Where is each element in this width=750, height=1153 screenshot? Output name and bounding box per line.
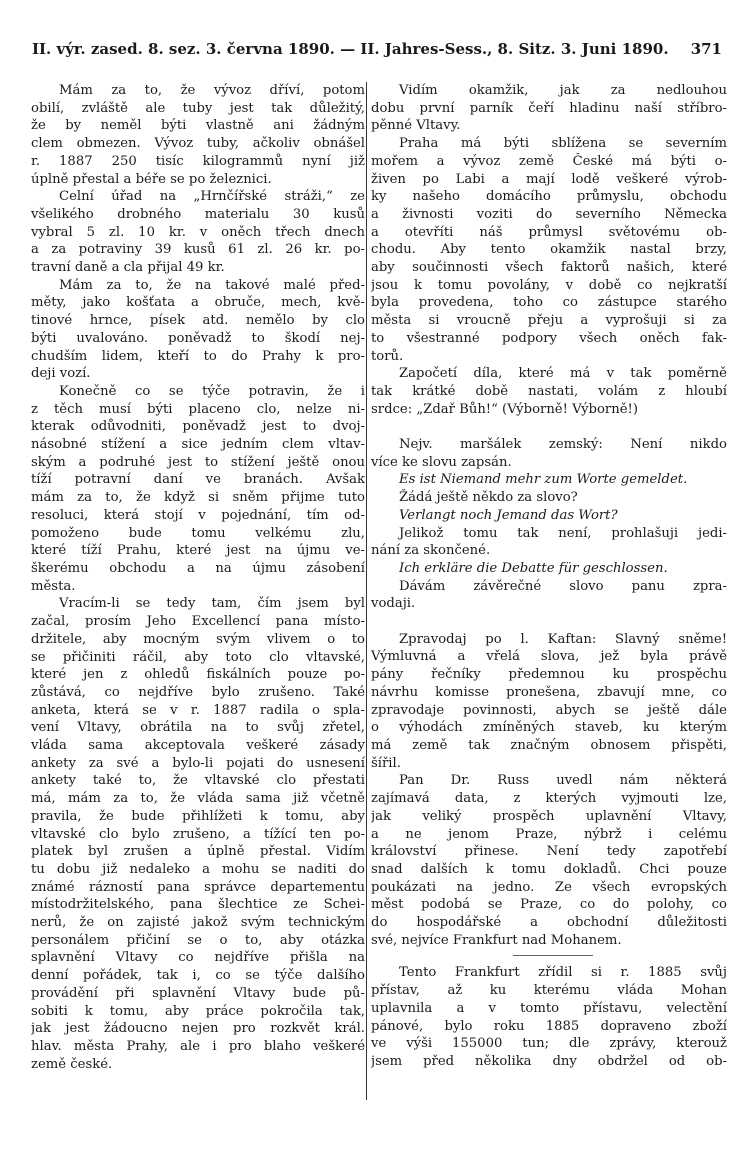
text-line: Vidím okamžik, jak za nedlouhou: [399, 83, 727, 98]
text-line: hlav. města Prahy, ale i pro blaho veškeré: [31, 1038, 365, 1054]
text-line: jak veliký prospěch uplavnění Vltavy,: [371, 808, 727, 824]
text-line: pánové, bylo roku 1885 dopraveno zboží: [371, 1018, 727, 1034]
text-line: známé rázností pana správce departementu: [31, 879, 365, 895]
text-line: jsem před několika dny obdržel od ob-: [371, 1053, 727, 1069]
text-line: byla provedena, toho co zástupce starého: [371, 295, 727, 311]
text-line: tíží potravní daní ve branách. Avšak: [31, 472, 365, 488]
text-line: všelikého drobného materialu 30 kusů: [31, 206, 365, 222]
text-line: Praha má býti sblížena se severním: [399, 136, 727, 152]
text-line: Verlangt noch Jemand das Wort?: [399, 507, 618, 523]
text-line: o výhodách zmíněných staveb, ku kterým: [371, 720, 727, 736]
header-title: II. výr. zased. 8. sez. 3. června 1890. — II. Jahres-Sess., 8. Sitz. 3. Juni 1890.: [32, 40, 669, 58]
text-line: vltavské clo bylo zrušeno, a tížící ten po-: [31, 826, 365, 842]
text-line: poukázati na jedno. Ze všech evropských: [371, 879, 727, 895]
text-line: ankety také to, že vltavské clo přestati: [31, 773, 365, 789]
text-line: splavnění Vltavy co nejdříve přišla na: [31, 950, 365, 966]
text-line: má země tak značným obnosem přispěti,: [371, 737, 727, 753]
text-line: srdce: „Zdař Bůh!“ (Výborně! Výborně!): [371, 401, 638, 417]
text-line: země české.: [31, 1056, 113, 1072]
text-line: pěnné Vltavy.: [371, 118, 461, 134]
text-line: a za potraviny 39 kusů 61 zl. 26 kr. po-: [31, 242, 365, 258]
text-line: začal, prosím Jeho Excellencí pana místo-: [31, 614, 365, 630]
text-line: vláda sama akceptovala veškeré zásady: [31, 738, 365, 754]
text-line: ve výši 155000 tun; dle zprávy, kterouž: [371, 1036, 727, 1052]
text-line: jsou k tomu povolány, v době co nejkratší: [371, 277, 727, 293]
text-line: měst podobá se Praze, co do polohy, co: [371, 897, 727, 913]
text-line: a otevříti náš průmysl světovému ob-: [371, 224, 727, 240]
text-line: chodu. Aby tento okamžik nastal brzy,: [371, 242, 727, 258]
text-line: šířil.: [371, 755, 401, 771]
text-line: se přičiniti ráčil, aby toto clo vltavské,: [31, 649, 365, 665]
text-line: z těch musí býti placeno clo, nelze ni-: [31, 401, 365, 417]
text-line: jak jest žádoucno nejen pro rozkvět král.: [31, 1021, 365, 1037]
text-line: to všestranné podpory všech oněch fak-: [371, 330, 727, 346]
text-line: zůstává, co nejdříve bylo zrušeno. Také: [31, 684, 365, 700]
text-line: místodržitelského, pana šlechtice ze Schei-: [31, 897, 365, 913]
text-line: úplně přestal a béře se po železnici.: [31, 171, 272, 187]
text-line: města.: [31, 578, 76, 594]
text-line: násobné stížení a sice jedním clem vltav-: [31, 437, 365, 453]
text-line: sobiti k tomu, aby práce pokročila tak,: [31, 1003, 365, 1019]
text-line: Dávám závěrečné slovo panu zpra-: [399, 578, 727, 594]
text-line: více ke slovu zapsán.: [371, 454, 512, 470]
text-line: škerému obchodu a na újmu zásobení: [31, 560, 365, 576]
text-line: deji vozí.: [31, 366, 91, 382]
text-line: tinové hrnce, písek atd. nemělo by clo: [31, 313, 365, 329]
section-separator: [513, 955, 593, 956]
text-line: pravila, že bude přihlížeti k tomu, aby: [31, 808, 365, 824]
text-line: které jen z ohledů fiskálních pouze po-: [31, 667, 365, 683]
text-line: denní pořádek, tak i, co se týče dalšího: [31, 968, 365, 984]
text-line: a živnosti voziti do severního Německa: [371, 206, 727, 222]
right-text-column: [371, 82, 727, 1071]
text-line: clem obmezen. Vývoz tuby, ačkoliv obnášel: [31, 136, 365, 152]
text-line: Tento Frankfurt zřídil si r. 1885 svůj: [399, 965, 727, 981]
text-line: Pan Dr. Russ uvedl nám některá: [399, 773, 727, 789]
text-line: Mám za to, že na takové malé před-: [59, 277, 365, 293]
column-divider: [366, 82, 367, 1100]
paragraph-gap: [371, 418, 727, 436]
text-line: držitele, aby mocným svým vlivem o to: [31, 631, 365, 647]
text-line: provádění při splavnění Vltavy bude pů-: [31, 985, 365, 1001]
text-line: mořem a vývoz země České má býti o-: [371, 153, 727, 169]
text-line: přístav, až ku kterému vláda Mohan: [371, 983, 727, 999]
text-line: pomoženo bude tomu velkému zlu,: [31, 525, 365, 541]
text-line: že by neměl býti vlastně ani žádným: [31, 118, 365, 134]
page-number: 371: [690, 40, 722, 58]
paragraph-gap: [371, 613, 727, 631]
text-line: vybral 5 zl. 10 kr. v oněch třech dnech: [31, 224, 365, 240]
text-line: Mám za to, že vývoz dříví, potom: [59, 83, 365, 98]
text-line: kterak odůvodniti, poněvadž jest to dvoj-: [31, 419, 365, 435]
text-line: nání za skončené.: [371, 543, 491, 559]
text-line: zajímavá data, z kterých vyjmouti lze,: [371, 791, 727, 807]
text-line: Vracím-li se tedy tam, čím jsem byl: [59, 596, 365, 612]
text-line: resoluci, která stojí v pojednání, tím od-: [31, 507, 365, 523]
running-header: [32, 40, 722, 66]
text-line: Nejv. maršálek zemský: Není nikdo: [399, 437, 727, 453]
text-line: měty, jako košťata a obruče, mech, kvě-: [31, 295, 365, 311]
text-line: Zpravodaj po l. Kaftan: Slavný sněme!: [399, 631, 727, 647]
text-line: pány řečníky předemnou ku prospěchu: [371, 667, 727, 683]
text-line: Započetí díla, které má v tak poměrně: [399, 366, 727, 382]
text-line: aby součinnosti všech faktorů našich, které: [371, 260, 727, 276]
text-line: ským a podruhé jest to stížení ještě onou: [31, 454, 365, 470]
text-line: platek byl zrušen a úplně přestal. Vidím: [31, 844, 365, 860]
text-line: vodaji.: [371, 596, 416, 612]
text-line: snad dalších k tomu dokladů. Chci pouze: [371, 861, 727, 877]
text-line: ky našeho domácího průmyslu, obchodu: [371, 189, 727, 205]
text-line: obilí, zvláště ale tuby jest tak důležitý,: [31, 100, 365, 116]
text-line: království přinese. Není tedy zapotřebí: [371, 844, 727, 860]
text-line: Ich erkläre die Debatte für geschlossen.: [399, 560, 668, 576]
left-text-column: [31, 82, 365, 1073]
text-line: zpravodaje povinnosti, abych se ještě dále: [371, 702, 727, 718]
text-line: ankety za své a bylo-li pojati do usnesení: [31, 755, 365, 771]
text-line: Žádá ještě někdo za slovo?: [399, 490, 578, 506]
text-line: tu dobu již nedaleko a mohu se naditi do: [31, 861, 365, 877]
text-line: Jelikož tomu tak není, prohlašuji jedi-: [399, 525, 727, 541]
text-line: mám za to, že když si sněm přijme tuto: [31, 490, 365, 506]
text-line: které tíží Prahu, které jest na újmu ve-: [31, 543, 365, 559]
text-line: návrhu komisse pronešena, zbavují mne, co: [371, 684, 727, 700]
text-line: uplavnila a v tomto přístavu, velectění: [371, 1000, 727, 1016]
text-line: nerů, že on zajisté jakož svým technickým: [31, 915, 365, 931]
text-line: chudším lidem, kteří to do Prahy k pro-: [31, 348, 365, 364]
text-line: vení Vltavy, obrátila na to svůj zřetel,: [31, 720, 365, 736]
text-line: torů.: [371, 348, 404, 364]
text-line: tak krátké době nastati, volám z hloubí: [371, 383, 727, 399]
text-line: anketa, která se v r. 1887 radila o spla-: [31, 702, 365, 718]
text-line: a ne jenom Praze, nýbrž i celému: [371, 826, 727, 842]
text-line: Konečně co se týče potravin, že i: [59, 383, 365, 399]
text-line: má, mám za to, že vláda sama již včetně: [31, 791, 365, 807]
text-line: travní daně a cla přijal 49 kr.: [31, 260, 225, 276]
text-line: města si vroucně přeju a vyprošuji si za: [371, 313, 727, 329]
text-line: dobu první parník čeří hladinu naší stříbro-: [371, 100, 727, 116]
text-line: Es ist Niemand mehr zum Worte gemeldet.: [399, 472, 688, 488]
text-line: r. 1887 250 tisíc kilogrammů nyní již: [31, 153, 365, 169]
text-line: personálem přičiní se o to, aby otázka: [31, 932, 365, 948]
text-line: živen po Labi a mají lodě veškeré výrob-: [371, 171, 727, 187]
text-line: Celní úřad na „Hrnčířské stráži,“ ze: [59, 189, 365, 205]
text-line: Výmluvná a vřelá slova, jež byla právě: [371, 649, 727, 665]
text-line: své, nejvíce Frankfurt nad Mohanem.: [371, 932, 622, 948]
text-line: býti uvalováno. poněvadž to škodí nej-: [31, 330, 365, 346]
text-line: do hospodářské a obchodní důležitosti: [371, 915, 727, 931]
